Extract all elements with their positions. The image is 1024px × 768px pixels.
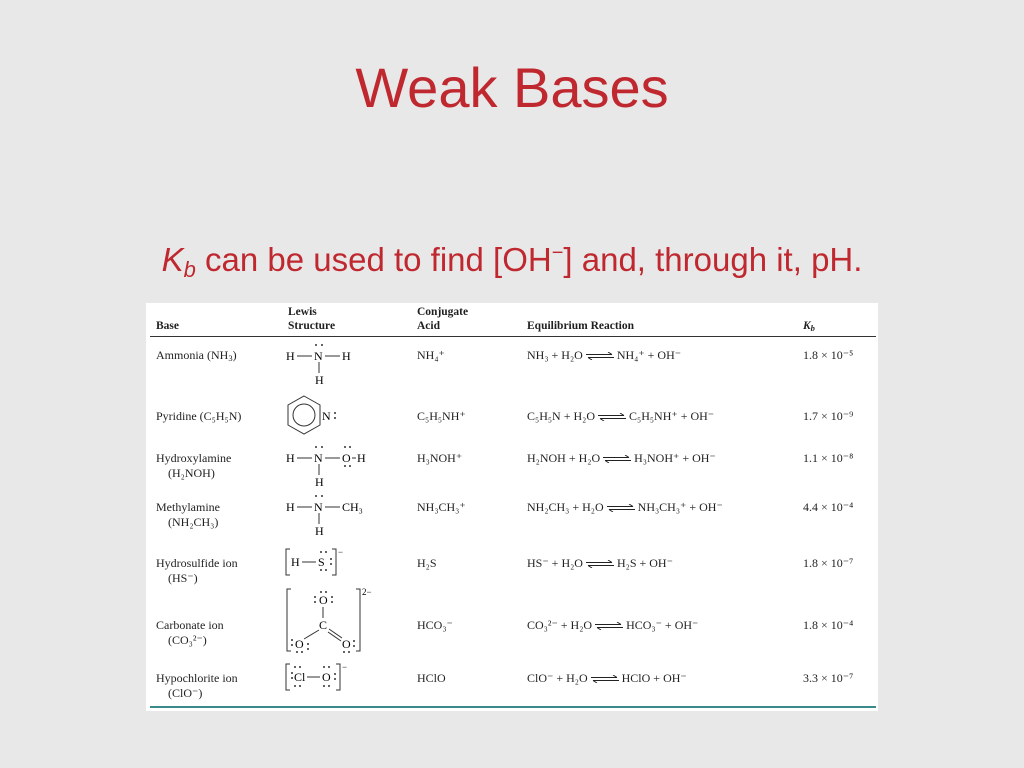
- equilibrium-reaction: [527, 556, 673, 570]
- reaction-left: CO₃²⁻ + H₂O: [527, 618, 593, 632]
- lewis-atom-h: H: [286, 349, 295, 363]
- kb-value: 1.7 × 10⁻⁹: [803, 409, 854, 423]
- kb-sub: b: [183, 257, 196, 282]
- lewis-atom-o: O: [295, 637, 304, 651]
- slide-subtitle: [0, 230, 1024, 293]
- conjugate-acid: HCO₃⁻: [417, 618, 453, 632]
- lewis-charge: 2−: [362, 587, 372, 597]
- kb-value: 1.8 × 10⁻⁷: [803, 556, 854, 570]
- equilibrium-arrow-icon: [591, 675, 619, 683]
- kb-value: 1.8 × 10⁻⁴: [803, 618, 854, 632]
- conjugate-acid: NH₄⁺: [417, 348, 445, 362]
- base-name-text: Ammonia (NH: [156, 348, 229, 362]
- header-acid-line1: Conjugate: [417, 306, 469, 318]
- lewis-structure-hydroxylamine: [284, 443, 374, 496]
- reaction-left: ClO⁻ + H₂O: [527, 671, 588, 685]
- subtitle-text-end: ] and, through it, pH.: [563, 241, 863, 278]
- base-formula: (CO₃²⁻): [168, 633, 207, 647]
- lewis-atom-h: H: [291, 555, 300, 569]
- equilibrium-arrow-icon: [586, 352, 614, 360]
- base-formula: (HS⁻): [168, 571, 198, 585]
- equilibrium-reaction: [527, 348, 681, 362]
- base-formula: (NH₂CH₃): [168, 515, 219, 529]
- base-name: [156, 348, 237, 365]
- lewis-charge: −: [338, 547, 344, 557]
- subtitle-text: can be used to find [OH: [195, 241, 552, 278]
- base-name-end: ): [232, 348, 237, 362]
- equilibrium-arrow-icon: [603, 455, 631, 463]
- lewis-atom-o: O: [342, 451, 351, 465]
- base-name: Methylamine: [156, 500, 220, 514]
- base-formula: (H₂NOH): [168, 466, 215, 480]
- lewis-structure-methylamine: [284, 492, 380, 545]
- lewis-atom-h: H: [357, 451, 366, 465]
- slide-title: Weak Bases: [355, 56, 669, 119]
- lewis-structure-ammonia: [284, 341, 364, 394]
- header-kb-k: K: [803, 320, 811, 332]
- lewis-group-ch3: CH₃: [342, 500, 363, 514]
- kb-value: 3.3 × 10⁻⁷: [803, 671, 854, 685]
- kb-symbol: [161, 241, 196, 282]
- reaction-right: NH₃CH₃⁺ + OH⁻: [637, 500, 723, 514]
- reaction-right: HCO₃⁻ + OH⁻: [626, 618, 699, 632]
- lewis-structure-pyridine: [284, 393, 364, 444]
- lewis-atom-n: N: [314, 451, 323, 465]
- subtitle-superscript: −: [551, 242, 564, 264]
- kb-value: 1.8 × 10⁻⁵: [803, 348, 854, 362]
- reaction-right: HClO + OH⁻: [621, 671, 687, 685]
- header-kb-sub: b: [810, 323, 815, 333]
- kb-k: K: [161, 241, 184, 278]
- lewis-atom-h: H: [286, 500, 295, 514]
- conjugate-acid: C₅H₅NH⁺: [417, 409, 466, 423]
- lewis-structure-hydrosulfide: [284, 546, 354, 585]
- table-bottom-rule: [150, 706, 876, 708]
- equilibrium-reaction: [527, 500, 723, 514]
- lewis-atom-o: O: [322, 670, 331, 684]
- equilibrium-arrow-icon: [607, 504, 635, 512]
- reaction-left: NH₃ + H₂O: [527, 348, 583, 362]
- header-reaction: Equilibrium Reaction: [527, 320, 635, 332]
- header-lewis-line2: Structure: [288, 320, 336, 332]
- lewis-charge: −: [342, 662, 348, 672]
- lewis-atom-o: O: [319, 593, 328, 607]
- lewis-structure-carbonate: [284, 586, 380, 659]
- lewis-atom-h: H: [315, 475, 324, 489]
- lewis-atom-o: O: [342, 637, 351, 651]
- lewis-atom-c: C: [319, 618, 328, 632]
- lewis-atom-n: N: [314, 500, 323, 514]
- equilibrium-arrow-icon: [595, 622, 623, 630]
- reaction-left: C₅H₅N + H₂O: [527, 409, 595, 423]
- reaction-left: H₂NOH + H₂O: [527, 451, 601, 465]
- header-base: Base: [156, 320, 179, 332]
- header-rule: [150, 336, 876, 337]
- base-name-sub: 3: [228, 353, 233, 363]
- reaction-right: H₃NOH⁺ + OH⁻: [634, 451, 716, 465]
- reaction-right: NH₄⁺ + OH⁻: [616, 348, 682, 362]
- equilibrium-reaction: [527, 409, 714, 423]
- lewis-atom-n: N: [322, 409, 331, 423]
- base-formula: (ClO⁻): [168, 686, 203, 700]
- equilibrium-reaction: [527, 671, 687, 685]
- conjugate-acid: NH₃CH₃⁺: [417, 500, 466, 514]
- lewis-atom-h: H: [286, 451, 295, 465]
- base-name: Hydrosulfide ion: [156, 556, 238, 570]
- header-acid-line2: Acid: [417, 320, 440, 332]
- equilibrium-arrow-icon: [586, 560, 614, 568]
- header-lewis-line1: Lewis: [288, 306, 317, 318]
- conjugate-acid: HClO: [417, 671, 446, 685]
- lewis-atom-s: S: [318, 555, 325, 569]
- lewis-atom-h: H: [315, 524, 324, 538]
- lewis-atom-cl: Cl: [294, 670, 306, 684]
- base-name: Carbonate ion: [156, 618, 224, 632]
- lewis-atom-n: N: [314, 349, 323, 363]
- reaction-right: C₅H₅NH⁺ + OH⁻: [629, 409, 715, 423]
- header-kb: [803, 319, 815, 335]
- reaction-left: HS⁻ + H₂O: [527, 556, 583, 570]
- reaction-right: H₂S + OH⁻: [616, 556, 673, 570]
- kb-value: 4.4 × 10⁻⁴: [803, 500, 854, 514]
- conjugate-acid: H₃NOH⁺: [417, 451, 463, 465]
- base-name: Hypochlorite ion: [156, 671, 238, 685]
- base-name: Pyridine (C₅H₅N): [156, 409, 242, 423]
- base-name: Hydroxylamine: [156, 451, 232, 465]
- kb-value: 1.1 × 10⁻⁸: [803, 451, 854, 465]
- equilibrium-reaction: [527, 618, 698, 632]
- conjugate-acid: H₂S: [417, 556, 437, 570]
- equilibrium-reaction: [527, 451, 716, 465]
- weak-bases-table: [146, 303, 878, 711]
- equilibrium-arrow-icon: [598, 413, 626, 421]
- lewis-atom-h: H: [315, 373, 324, 387]
- reaction-left: NH₂CH₃ + H₂O: [527, 500, 604, 514]
- lewis-atom-h: H: [342, 349, 351, 363]
- lewis-structure-hypochlorite: [284, 661, 358, 700]
